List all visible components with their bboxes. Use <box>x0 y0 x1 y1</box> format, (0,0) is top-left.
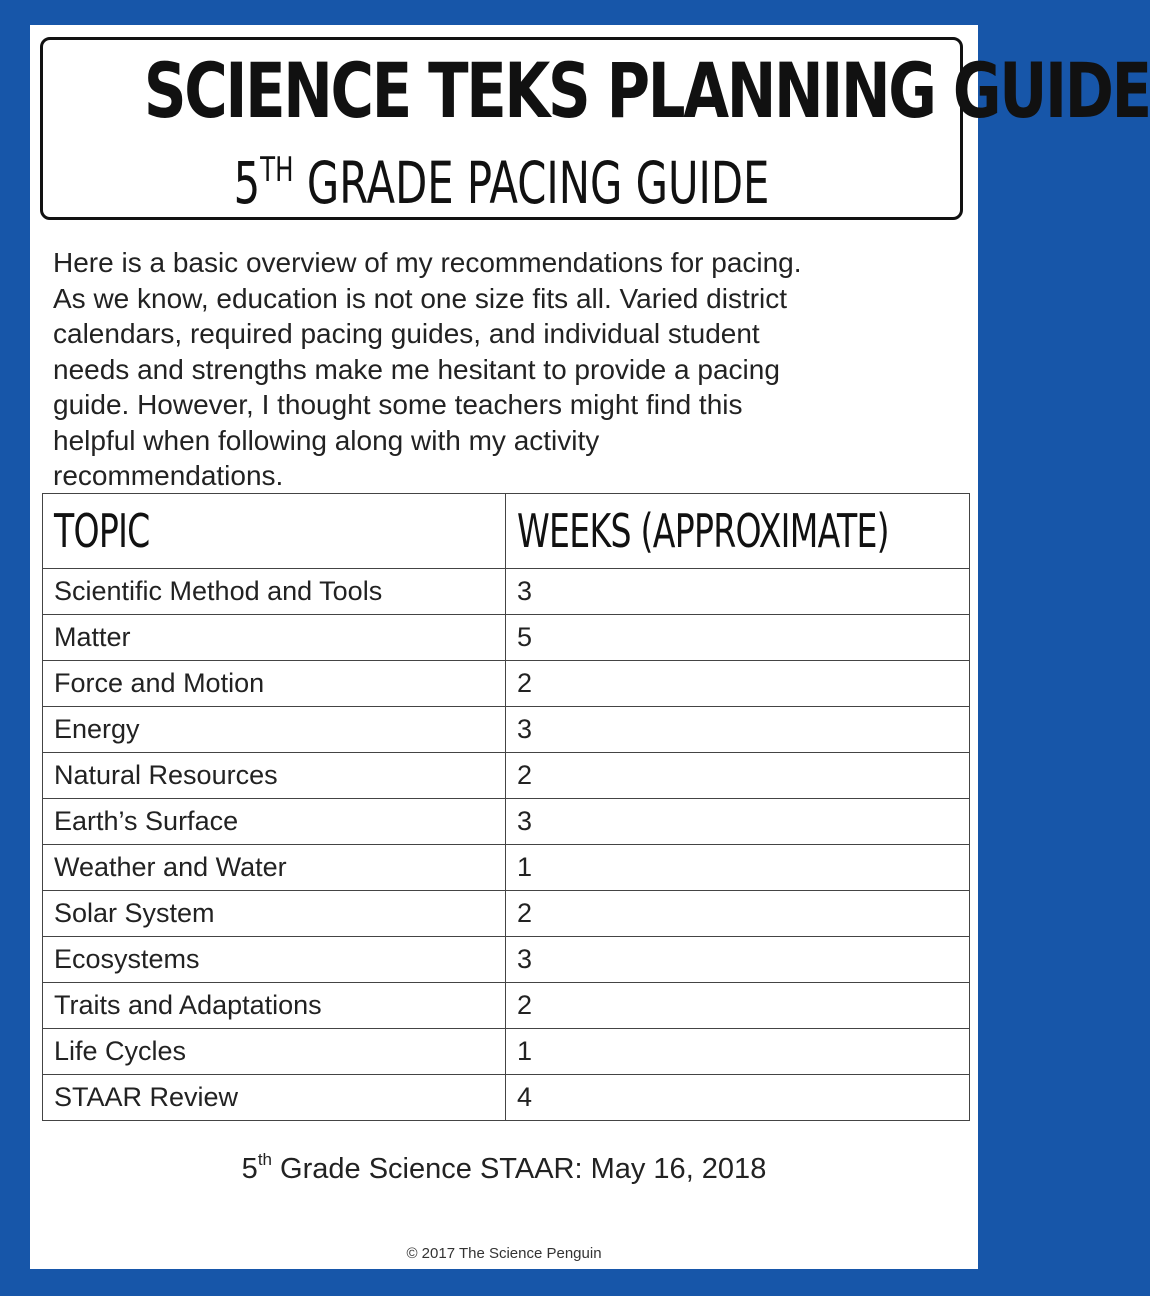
subtitle-grade-number: 5 <box>233 149 261 217</box>
intro-line: guide. However, I thought some teachers might find this <box>53 389 743 420</box>
title-box <box>40 37 1150 220</box>
intro-paragraph <box>53 245 953 494</box>
weeks-cell: 4 <box>506 1075 970 1121</box>
topic-cell: Life Cycles <box>43 1029 506 1075</box>
document-page <box>30 25 1150 1269</box>
weeks-cell: 2 <box>506 753 970 799</box>
subtitle-text: GRADE PACING GUIDE <box>293 149 770 217</box>
topic-cell: Natural Resources <box>43 753 506 799</box>
intro-line: helpful when following along with my activity <box>53 424 600 456</box>
weeks-cell: 3 <box>506 799 970 845</box>
topic-cell: Weather and Water <box>43 845 506 891</box>
topic-cell: Traits and Adaptations <box>43 983 506 1029</box>
pacing-table <box>42 493 970 1121</box>
weeks-cell: 1 <box>506 845 970 891</box>
weeks-cell: 3 <box>506 937 970 983</box>
table-row <box>43 937 970 983</box>
topic-cell: Force and Motion <box>43 661 506 707</box>
table-row <box>43 1029 970 1075</box>
weeks-cell: 3 <box>506 569 970 615</box>
intro-line: As we know, education is not one size fits all. Varied district <box>53 282 788 314</box>
table-row <box>43 569 970 615</box>
intro-line: needs and strengths make me hesitant to provide a pacing <box>53 353 780 385</box>
weeks-cell: 2 <box>506 661 970 707</box>
intro-line: calendars, required pacing guides, and individual student <box>53 318 760 349</box>
header-topic: TOPIC <box>43 494 506 569</box>
topic-cell: Solar System <box>43 891 506 937</box>
staar-date-text: Grade Science STAAR: May 16, 2018 <box>272 1153 767 1185</box>
header-weeks: WEEKS (APPROXIMATE) <box>506 494 970 569</box>
table-row <box>43 707 970 753</box>
weeks-cell: 2 <box>506 891 970 937</box>
table-row <box>43 753 970 799</box>
topic-cell: Matter <box>43 615 506 661</box>
table-row <box>43 1075 970 1121</box>
topic-cell: Ecosystems <box>43 937 506 983</box>
weeks-cell: 2 <box>506 983 970 1029</box>
weeks-cell: 5 <box>506 615 970 661</box>
table-header-row <box>43 494 970 569</box>
staar-test-date <box>30 1150 978 1186</box>
topic-cell: STAAR Review <box>43 1075 506 1121</box>
intro-line: recommendations. <box>53 460 284 491</box>
page-title: SCIENCE TEKS PLANNING GUIDE <box>143 46 1150 135</box>
staar-grade-number: 5 <box>241 1153 258 1185</box>
weeks-cell: 1 <box>506 1029 970 1075</box>
table-row <box>43 615 970 661</box>
table-row <box>43 891 970 937</box>
topic-cell: Earth’s Surface <box>43 799 506 845</box>
table-row <box>43 661 970 707</box>
table-row <box>43 845 970 891</box>
staar-ordinal-suffix: th <box>257 1150 272 1169</box>
table-row <box>43 799 970 845</box>
weeks-cell: 3 <box>506 707 970 753</box>
subtitle-ordinal-suffix: TH <box>260 150 294 190</box>
topic-cell: Scientific Method and Tools <box>43 569 506 615</box>
intro-line: Here is a basic overview of my recommendations for pacing. <box>53 247 802 278</box>
table-row <box>43 983 970 1029</box>
topic-cell: Energy <box>43 707 506 753</box>
page-subtitle <box>171 150 831 216</box>
copyright-notice: © 2017 The Science Penguin <box>406 1245 602 1262</box>
